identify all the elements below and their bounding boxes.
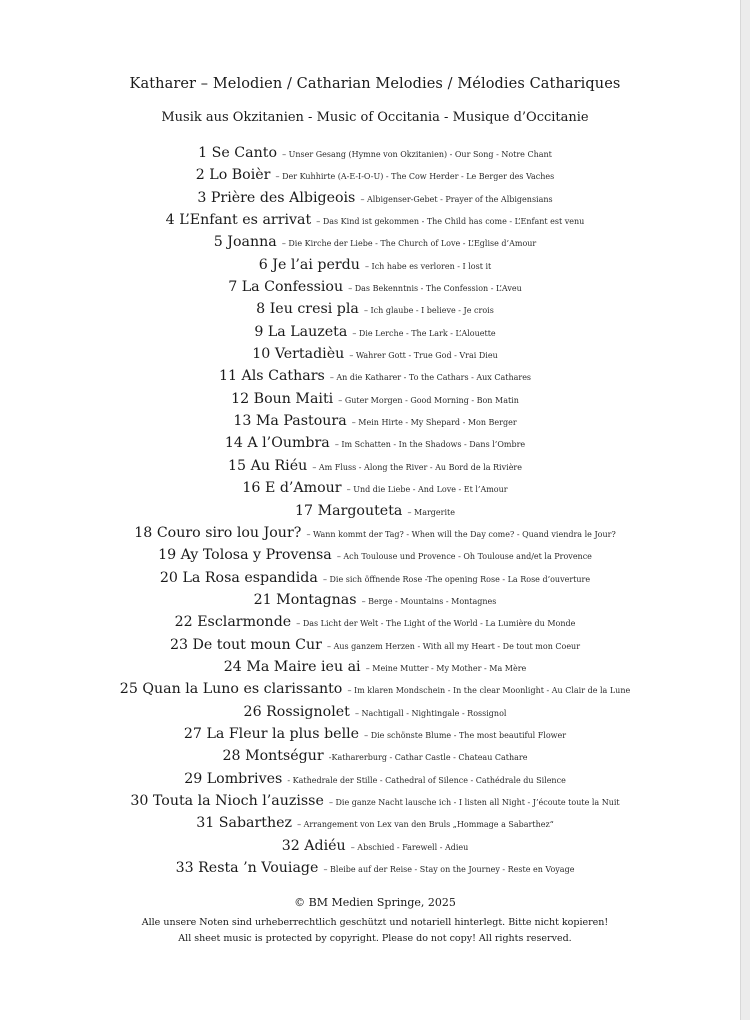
song-entry [0,655,750,677]
song-title: 30 Touta la Nioch l’auzisse [130,792,324,809]
song-entry [0,543,750,565]
song-description: – Meine Mutter - My Mother - Ma Mère [365,663,527,673]
song-entry [0,700,750,722]
song-title: 4 L’Enfant es arrivat [165,212,312,229]
song-entry [0,320,750,342]
song-entry [0,297,750,319]
song-entry [0,566,750,588]
song-entry [0,387,750,409]
song-entry [0,253,750,275]
song-description: – An die Katharer - To the Cathars - Aux Cathares [329,373,532,383]
song-entry [0,364,750,386]
song-entry [0,454,750,476]
song-description: – Aus ganzem Herzen - With all my Heart - De tout mon Coeur [327,641,581,651]
song-description: - Kathedrale der Stille - Cathedral of Silence - Cathédrale du Silence [287,775,566,785]
song-description: – Die sich öffnende Rose -The opening Rose - La Rose d’ouverture [322,574,591,584]
song-description: – Ach Toulouse und Provence - Oh Toulouse and/et la Provence [336,552,592,562]
song-description: – Und die Liebe - And Love - Et l’Amour [346,485,508,495]
song-title: 11 Als Cathars [218,368,325,385]
song-entry [0,856,750,878]
song-title: 29 Lombrives [184,770,283,787]
song-description: – Die ganze Nacht lausche ich - I listen all Night - J’écoute toute la Nuit [328,797,620,807]
song-description: – Das Licht der Welt - The Light of the World - La Lumière du Monde [296,619,576,629]
song-description: – Die schönste Blume - The most beautiful Flower [364,730,567,740]
song-entry [0,521,750,543]
song-title: 25 Quan la Luno es clarissanto [119,681,343,698]
song-description: – Das Kind ist gekommen - The Child has come - L’Enfant est venu [316,217,585,227]
song-description: – Arrangement von Lex van den Bruls „Hommage a Sabarthez“ [297,820,554,830]
song-title: 15 Au Riéu [228,457,308,474]
song-title: 32 Adiéu [281,837,346,854]
song-description: – Am Fluss - Along the River - Au Bord de la Rivière [312,462,522,472]
song-entry [0,476,750,498]
song-entry [0,789,750,811]
song-title: 16 E d’Amour [242,480,342,497]
song-entry [0,633,750,655]
song-title: 28 Montségur [222,748,324,765]
song-list [0,141,750,878]
song-description: – Berge - Mountains - Montagnes [361,596,497,606]
song-title: 5 Joanna [213,234,277,251]
song-description: – Wann kommt der Tag? - When will the Day come? - Quand viendra le Jour? [306,529,616,539]
song-entry [0,722,750,744]
song-entry [0,186,750,208]
copyright-line: © BM Medien Springe, 2025 [294,896,456,909]
song-description: – Margerite [407,507,455,517]
song-description: – Mein Hirte - My Shepard - Mon Berger [351,418,517,428]
rights-notice-english: All sheet music is protected by copyright. Please do not copy! All rights reserved. [178,933,572,944]
song-description: – Unser Gesang (Hymne von Okzitanien) - Our Song - Notre Chant [282,150,552,159]
song-description: – Der Kuhhirte (A-E-I-O-U) - The Cow Herder - Le Berger des Vaches [275,172,555,182]
song-title: 26 Rossignolet [243,703,350,720]
song-description: – Nachtigall - Nightingale - Rossignol [354,708,507,718]
song-description: – Im Schatten - In the Shadows - Dans l’Ombre [334,440,526,450]
song-title: 19 Ay Tolosa y Provensa [158,547,332,564]
song-description: – Das Bekenntnis - The Confession - L’Aveu [348,284,522,294]
song-title: 8 Ieu cresi pla [256,301,359,318]
song-title: 12 Boun Maiti [231,390,334,407]
song-description: – Wahrer Gott - True God - Vrai Dieu [349,351,498,361]
song-entry [0,409,750,431]
song-description: – Ich habe es verloren - I lost it [365,261,492,271]
song-title: 23 De tout moun Cur [169,636,322,653]
song-description: -Katharerburg - Cathar Castle - Chateau Cathare [328,753,528,763]
page-title: Katharer – Melodien / Catharian Melodies / Mélodies Cathariques [129,76,621,92]
song-entry [0,230,750,252]
page-subtitle: Musik aus Okzitanien - Music of Occitania - Musique d’Occitanie [161,110,589,125]
song-entry [0,811,750,833]
song-title: 9 La Lauzeta [254,323,348,340]
song-title: 10 Vertadièu [252,346,345,363]
song-entry [0,208,750,230]
song-description: – Die Kirche der Liebe - The Church of Love - L’Eglise d’Amour [281,239,537,249]
song-entry [0,767,750,789]
song-title: 27 La Fleur la plus belle [183,725,360,742]
song-title: 17 Margouteta [295,502,403,519]
song-description: – Im klaren Mondschein - In the clear Moonlight - Au Clair de la Lune [347,686,631,696]
song-description: – Bleibe auf der Reise - Stay on the Journey - Reste en Voyage [323,865,575,874]
song-entry [0,610,750,632]
song-entry [0,163,750,185]
song-title: 22 Esclarmonde [174,614,292,631]
song-entry [0,275,750,297]
song-title: 2 Lo Boièr [195,167,271,184]
song-entry [0,744,750,766]
song-title: 14 A l’Oumbra [224,435,330,452]
song-entry [0,834,750,856]
song-description: – Abschied - Farewell - Adieu [350,842,469,852]
song-title: 7 La Confessiou [228,279,344,296]
song-title: 6 Je l’ai perdu [258,256,360,273]
song-title: 20 La Rosa espandida [159,569,318,586]
song-description: – Die Lerche - The Lark - L’Alouette [352,328,496,338]
song-entry [0,342,750,364]
song-entry [0,499,750,521]
song-title: 1 Se Canto [198,145,277,161]
song-entry [0,431,750,453]
song-entry [0,677,750,699]
song-title: 18 Couro siro lou Jour? [134,524,302,541]
song-title: 21 Montagnas [253,591,357,608]
song-entry [0,588,750,610]
song-description: – Albigenser-Gebet - Prayer of the Albigensians [360,194,553,204]
song-description: – Ich glaube - I believe - Je crois [363,306,494,316]
rights-notice-german: Alle unsere Noten sind urheberrechtlich geschützt und notariell hinterlegt. Bitte nicht kopieren! [141,917,609,928]
song-title: 24 Ma Maire ieu ai [223,658,361,675]
song-title: 3 Prière des Albigeois [197,189,356,206]
song-description: – Guter Morgen - Good Morning - Bon Matin [338,395,519,405]
song-title: 31 Sabarthez [196,815,292,832]
song-entry [0,141,750,163]
song-title: 13 Ma Pastoura [233,413,347,430]
song-title: 33 Resta ’n Vouiage [175,860,319,876]
